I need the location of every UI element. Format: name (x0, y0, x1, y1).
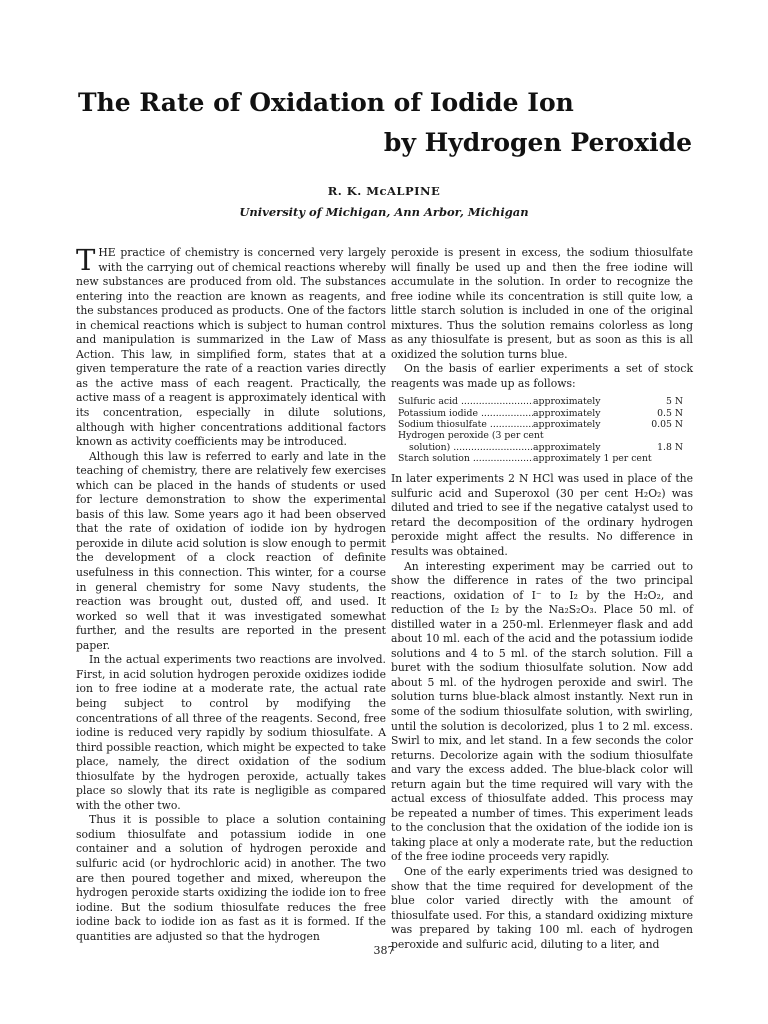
title-line-2: by Hydrogen Peroxide (383, 128, 692, 157)
title-line-1: The Rate of Oxidation of Iodide Ion (78, 88, 574, 117)
reagent-concentration: 1.8 N (657, 441, 683, 453)
reagent-qualifier: approximately (533, 419, 601, 431)
reagent-row (398, 408, 693, 419)
reagent-row (398, 430, 693, 441)
paragraph-9: One of the early experiments tried was designed to show that the time required for development of the blue color varied directly with the amount of thiosulfate used. For this, a standard oxidizing mixture was prepared by taking 100 ml. each of hydrogen peroxide and sulfuric acid, diluting to a liter, and (391, 865, 693, 951)
reagent-row (398, 419, 693, 430)
reagent-name: Starch solution ..... (398, 453, 533, 464)
paragraph-7: In later experiments 2 N HCl was used in place of the sulfuric acid and Superoxol (30 per cent H₂O₂) was diluted and tried to see if the negative catalyst used to retard the decomposition of the ordinary hydrogen peroxide might affect the results. No difference in results was obtained. (391, 472, 693, 558)
reagent-name: Potassium iodide ..... (398, 408, 533, 419)
page-number: 387 (373, 944, 395, 957)
paragraph-5: peroxide is present in excess, the sodium thiosulfate will finally be used up and then the free iodine will accumulate in the solution. In order to recognize the free iodine while its concentration is still quite low, a little starch solution is included in one of the original mixtures. Thus the solution remains colorless as long as any thiosulfate is present, but as soon as this is all oxidized the solution turns blue. (391, 246, 693, 361)
reagent-name: solution) ..... (398, 442, 533, 453)
reagent-concentration: 5 N (665, 396, 683, 408)
reagent-row (398, 453, 693, 464)
paragraph-4: Thus it is possible to place a solution containing sodium thiosulfate and potassium iodide in one container and a solution of hydrogen peroxide and sulfuric acid (or hydrochloric acid) in another. The two are then poured together and mixed, whereupon the hydrogen peroxide starts oxidizing the iodide ion to free iodine. But the sodium thiosulfate reduces the free iodine back to iodide ion as fast as it is formed. If the quantities are adjusted so that the hydrogen (76, 813, 386, 943)
reagent-qualifier: approximately (533, 441, 601, 453)
paragraph-2: Although this law is referred to early and late in the teaching of chemistry, there are relatively few exercises which can be placed in the hands of students or used for lecture demonstration to show the experimental basis of this law. Some years ago it had been observed that the rate of oxidation of iodide ion by hydrogen peroxide in dilute acid solution is slow enough to permit the development of a clock reaction of definite usefulness in this connection. This winter, for a course in general chemistry for some Navy students, the reaction was brought out, dusted off, and used. It worked so well that it was investigated somewhat further, and the results are reported in the present paper. (76, 449, 386, 652)
right-column (391, 246, 693, 952)
reagent-qualifier: approximately (533, 396, 601, 408)
reagent-qualifier: approximately 1 per cent (533, 452, 652, 464)
reagent-name: Hydrogen peroxide (3 per cent (398, 430, 544, 442)
author-affiliation: University of Michigan, Ann Arbor, Michigan (239, 205, 529, 219)
reagent-name: Sulfuric acid ..... (398, 396, 533, 407)
reagent-qualifier: approximately (533, 407, 601, 419)
reagent-concentration: 0.05 N (651, 419, 683, 431)
author-name: R. K. McALPINE (327, 184, 441, 198)
paragraph-8: An interesting experiment may be carried out to show the difference in rates of the two principal reactions, oxidation of I⁻ to I₂ by the H₂O₂, and reduction of the I₂ by the Na₂S₂O₃. Place 50 ml. of distilled water in a 250-ml. Erlenmeyer flask and add about 10 ml. each of the acid and the potassium iodide solutions and 4 to 5 ml. of the starch solution. Fill a buret with the sodium thiosulfate solution. Now add about 5 ml. of the hydrogen peroxide and swirl. The solution turns blue-black almost instantly. Next run in some of the sodium thiosulfate solution, with swirling, until the solution is decolorized, plus 1 to 2 ml. excess. Swirl to mix, and let stand. In a few seconds the color returns. Decolorize again with the sodium thiosulfate and vary the excess added. The blue-black color will return again but the time required will vary with the actual excess of thiosulfate added. This process may be repeated a number of times. This experiment leads to the conclusion that the oxidation of the iodide ion is taking place at only a moderate rate, but the reduction of the free iodine proceeds very rapidly. (391, 559, 693, 864)
drop-cap: T (76, 243, 96, 277)
paragraph-3: In the actual experiments two reactions are involved. First, in acid solution hydrogen peroxide oxidizes iodide ion to free iodine at a moderate rate, the actual rate being subject to control by modifying the concentrations of all three of the reagents. Second, free iodine is reduced very rapidly by sodium thiosulfate. A third possible reaction, which might be expected to take place, namely, the direct oxidation of the sodium thiosulfate by the hydrogen peroxide, actually takes place so slowly that its rate is negligible as compared with the other two. (76, 653, 386, 812)
left-column (76, 243, 386, 944)
reagent-name: Sodium thiosulfate ..... (398, 419, 533, 430)
paragraph-1 (76, 243, 386, 450)
reagent-row (398, 442, 693, 453)
reagent-list (398, 396, 693, 464)
paragraph-6: On the basis of earlier experiments a set of stock reagents was made up as follows: (391, 362, 693, 390)
paragraph-1-text: HE practice of chemistry is concerned very largely with the carrying out of chemical reactions whereby new substances are produced from old. The substances entering into the reaction are known as reagents, and the substances produced as products. One of the factors in chemical reactions which is subject to human control and manipulation is summarized in the Law of Mass Action. This law, in simplified form, states that at a given temperature the rate of a reaction varies directly as the active mass of each reagent. Practically, the active mass of a reagent is approximately identical with its concentration, especially in dilute solutions, although with higher concentrations additional factors known as activity coefficients may be introduced. (76, 246, 386, 449)
reagent-row (398, 396, 693, 407)
reagent-concentration: 0.5 N (657, 407, 683, 419)
